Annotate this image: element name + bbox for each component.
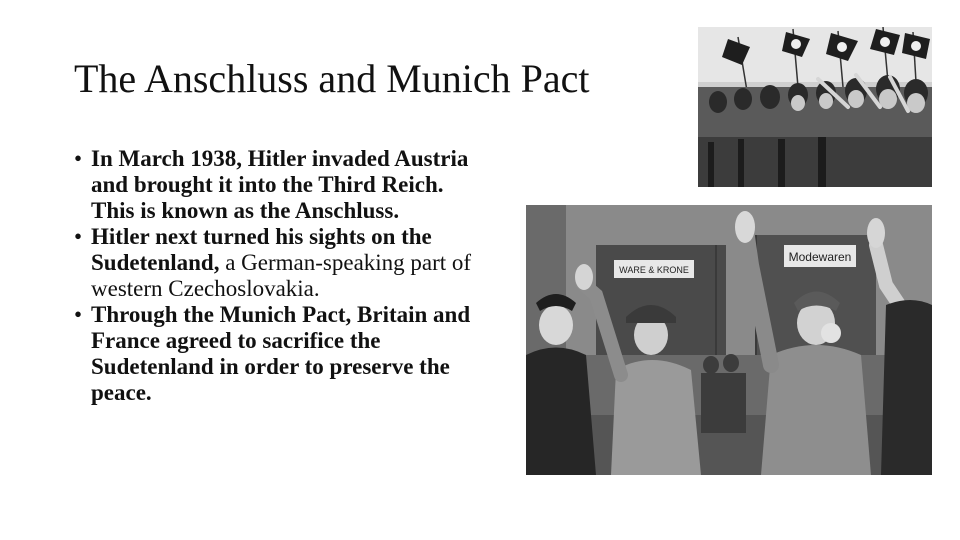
- store-sign-text: Modewaren: [788, 250, 852, 264]
- bullet-mark: •: [74, 302, 83, 327]
- street-salute-illustration: [526, 205, 932, 475]
- bullet-text: In March 1938, Hitler invaded Austria and brought it into the Third Reich. This is known as the Anschluss.: [91, 146, 469, 223]
- street-salute-photo: [526, 205, 932, 475]
- bullet-item-munich-pact: [74, 302, 474, 406]
- bullet-text: Through the Munich Pact, Britain and France agreed to sacrifice the Sudetenland in order to preserve the peace.: [91, 302, 471, 405]
- bullet-mark: •: [74, 224, 83, 249]
- bullet-text-bold: Hitler next turned his sights on the Sudetenland,: [91, 224, 432, 275]
- bullet-mark: •: [74, 146, 83, 171]
- slide-title: The Anschluss and Munich Pact: [74, 56, 590, 101]
- shop-sign-text: WARE & KRONE: [619, 265, 689, 275]
- crowd-flags-illustration: [698, 27, 932, 187]
- crowd-flags-photo: [698, 27, 932, 187]
- bullet-item-sudetenland: [74, 224, 474, 302]
- bullet-item-anschluss: [74, 146, 474, 224]
- bullet-list: [74, 146, 474, 406]
- bullet-text-regular: a German-speaking part of western Czechoslovakia.: [91, 250, 472, 301]
